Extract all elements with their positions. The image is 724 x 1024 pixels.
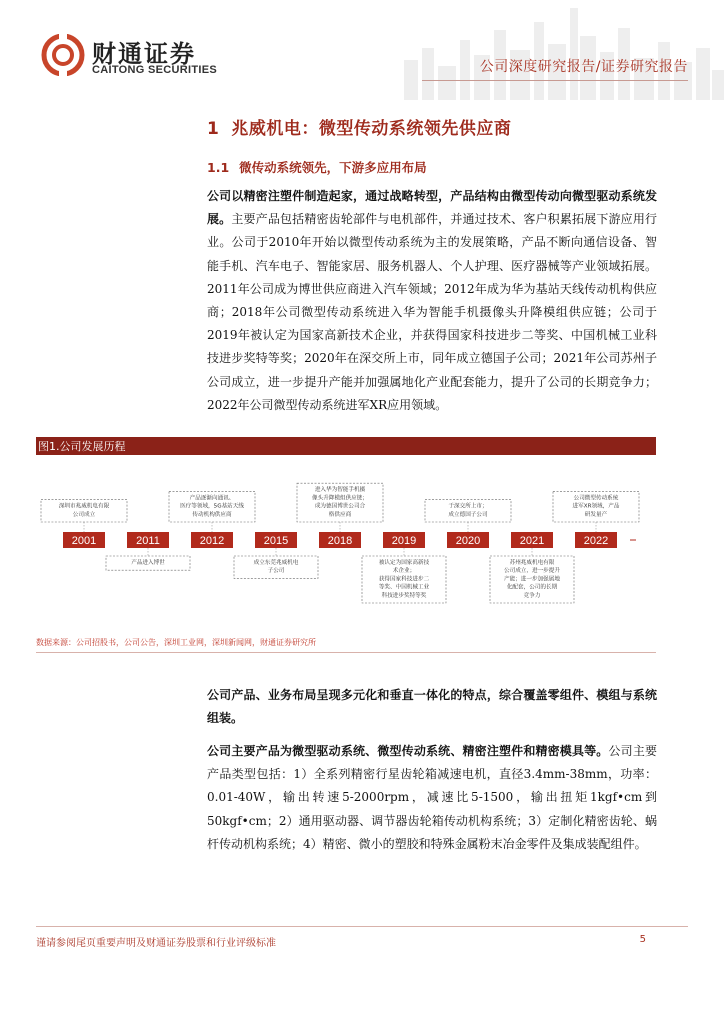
timeline-event-text: 医疗等领域，5G基站天线	[180, 503, 244, 510]
footer-divider	[36, 926, 688, 927]
timeline-event-text: 被认定为国家高新技	[378, 560, 430, 566]
timeline-year-label: 2022	[583, 535, 609, 547]
timeline-event-text: 传动机构供应商	[192, 511, 232, 518]
timeline-event-text: 于深交所上市；	[448, 503, 488, 510]
timeline-event-text: 获得国家科技进步二	[378, 576, 430, 583]
timeline-event-text: 产能；进一步加强属地	[504, 576, 560, 583]
page-number: 5	[639, 934, 646, 945]
paragraph-lead: 公司主要产品为微型驱动系统、微型传动系统、精密注塑件和精密模具等。	[207, 744, 609, 758]
timeline-event-text: 术企业；	[392, 568, 416, 575]
city-skyline-graphic	[394, 0, 724, 100]
brand-name-cn: 财通证券	[92, 40, 196, 68]
paragraph-lead: 公司以精密注塑件制造起家，通过战略转型，产品结构由微型传动向微型驱动系统发展。	[207, 189, 657, 227]
timeline-year-label: 2001	[71, 535, 97, 547]
timeline-year-label: 2011	[136, 535, 160, 547]
timeline-event-text: 像头升降模组供应链；	[312, 495, 368, 502]
subsection-number: 1.1	[207, 160, 230, 175]
document-type: 公司深度研究报告/证券研究报告	[479, 59, 688, 75]
timeline-event-text: 竞争力	[523, 592, 541, 599]
timeline-event-text: 成为德国博世公司合	[314, 503, 366, 510]
timeline-event-text: 子公司	[267, 568, 285, 575]
caitong-logo-icon	[40, 34, 86, 76]
subsection-heading	[207, 158, 427, 176]
page-header	[0, 0, 724, 100]
timeline-year-label: 2015	[263, 535, 289, 547]
paragraph-main-products	[207, 740, 657, 856]
development-timeline	[36, 460, 656, 630]
figure-source: 数据来源：公司招股书，公司公告，深圳工业网，深圳新闻网，财通证券研究所	[36, 638, 316, 647]
paragraph-body: 主要产品包括精密齿轮部件与电机部件，并通过技术、客户积累拓展下游应用行业。公司于2010年开始以微型传动系统为主的发展策略，产品不断向通信设备、智能手机、汽车电子、智能家居、服务机器人、个人护理、医疗器械等产业领域拓展。2011年公司成为博世供应商进入汽车领域；2012年成为华为基站天线传动机构供应商；2018年公司微型传动系统进入华为智能手机摄像头升降模组供应链；公司于2019年被认定为国家高新技术企业，并获得国家科技进步二等奖、中国机械工业科技进步奖特等奖；2020年在深交所上市，同年成立德国子公司；2021年公司苏州子公司成立，进一步提升产能并加强属地化产业配套能力，提升了公司的长期竞争力；2022年公司微型传动系统进军XR应用领域。	[207, 212, 657, 412]
timeline-event-text: 公司成立	[72, 511, 96, 518]
timeline-event-text: 苏州兆威机电有限	[509, 560, 555, 566]
timeline-event-text: 产品逐渐向通讯、	[189, 495, 235, 502]
timeline-event-text: 公司微型传动系统	[573, 495, 619, 502]
section-title: 兆威机电：微型传动系统领先供应商	[231, 119, 512, 139]
timeline-year-label: 2018	[327, 535, 353, 547]
figure-title: 图1.公司发展历程	[38, 440, 126, 453]
timeline-year-label: 2019	[391, 535, 417, 547]
timeline-event-text: 成立东莞兆威机电	[253, 560, 299, 566]
paragraph-business-layout	[207, 684, 657, 730]
source-divider	[36, 652, 656, 653]
brand-name-en: CAITONG SECURITIES	[92, 64, 217, 76]
timeline-event-text: 成立德国子公司	[448, 511, 488, 518]
timeline-event-text: 研发量产	[584, 511, 608, 518]
footer-disclaimer: 谨请参阅尾页重要声明及财通证券股票和行业评级标准	[36, 938, 276, 949]
timeline-event-text: 进军XR领域，产品	[572, 503, 620, 510]
timeline-event-text: 进入华为智能手机摄	[314, 487, 366, 494]
timeline-event-text: 格供应商	[328, 511, 352, 518]
paragraph-lead: 公司产品、业务布局呈现多元化和垂直一体化的特点，综合覆盖零组件、模组与系统组装。	[207, 688, 657, 726]
paragraph-company-history	[207, 185, 657, 417]
timeline-event-text: 科技进步奖特等奖	[381, 592, 427, 599]
timeline-event-text: 深圳市兆威机电有限	[58, 503, 110, 510]
timeline-year-label: 2021	[519, 535, 545, 547]
timeline-event-text: 产品进入博世	[131, 560, 165, 566]
paragraph-body: 公司主要产品类型包括：1）全系列精密行星齿轮箱减速电机，直径3.4mm-38mm，功率：0.01-40W，输出转速5-2000rpm，减速比5-1500，输出扭矩1kgf•cm到50kgf•cm；2）通用驱动器、调节器齿轮箱传动机构系统；3）定制化精密齿轮、蜗杆传动机构系统；4）精密、微小的塑胶和特殊金属粉末冶金零件及集成装配组件。	[207, 744, 657, 851]
section-heading	[207, 114, 511, 139]
timeline-event-text: 化配套，公司的长期	[506, 584, 558, 591]
timeline-event-text: 等奖、中国机械工业	[378, 584, 430, 591]
subsection-title: 微传动系统领先，下游多应用布局	[239, 160, 427, 175]
timeline-event-text: 公司成立，进一步提升	[504, 568, 560, 575]
section-number: 1	[207, 119, 220, 139]
timeline-year-label: 2012	[199, 535, 225, 547]
timeline-year-label: 2020	[455, 535, 481, 547]
header-divider	[422, 80, 688, 81]
figure-title-bar	[36, 437, 656, 455]
